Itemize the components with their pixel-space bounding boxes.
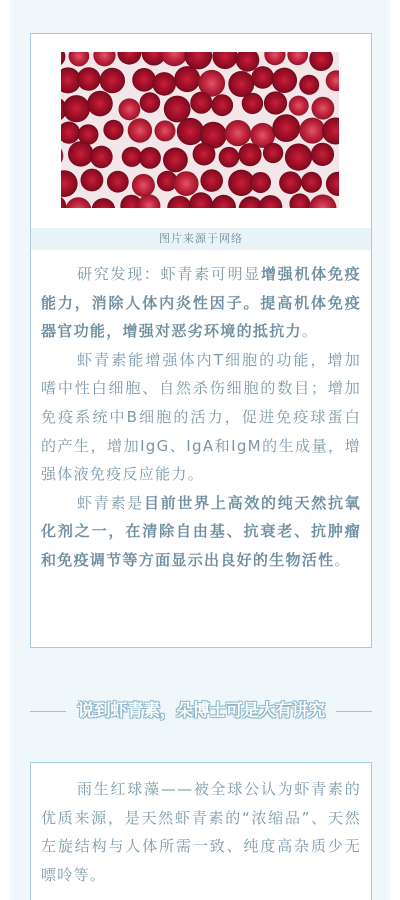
blood-cell-shape [140,92,161,113]
blood-cell-shape [238,143,261,166]
blood-cell-shape [219,147,240,168]
red-blood-cells-photo [61,52,339,208]
blood-cell-shape [65,197,91,208]
blood-cell-shape [285,144,312,171]
image-caption: 图片来源于网络 [31,228,371,250]
blood-cell-shape [119,98,141,120]
blood-cell-shape [272,68,297,93]
blood-cell-shape [152,72,176,96]
blood-cell-shape [174,171,199,196]
content-card [30,33,372,648]
blood-cell-shape [164,96,191,123]
blood-cell-shape [264,52,285,65]
blood-cell-shape [61,196,66,208]
blood-cell-shape [155,120,176,141]
blood-cell-shape [61,170,78,197]
paragraph-antioxidant [41,489,361,575]
blood-cell-shape [311,143,334,166]
blood-cell-shape [139,147,161,169]
blood-cell-shape [289,193,310,208]
blood-cell-shape [189,192,213,208]
paragraph-text: 研究发现：虾青素可明显 [77,265,262,283]
blood-cell-shape [289,96,309,116]
blood-cell-shape [87,91,113,117]
blood-cell-shape [326,172,339,196]
blood-cell-shape [264,91,287,114]
blood-cell-shape [242,93,263,114]
blood-cell-shape [251,66,274,89]
blood-cell-shape [200,169,223,192]
highlight-text: 目前世界上高效的纯天然抗氧化剂之一，在清除自由基、抗衰老、抗肿瘤和免疫调节等方面显示出良好的生物活性 [41,493,362,569]
article-body [41,260,361,575]
paragraph-immune-cells: 虾青素能增强体内T细胞的功能，增加嗜中性白细胞、自然杀伤细胞的数目；增加免疫系统中B细胞的活力，促进免疫球蛋白的产生，增加IgG、IgA和IgM的生成量，增强体液免疫反应能力。 [41,350,361,484]
blood-cell-shape [190,92,212,114]
paragraph-algae: 雨生红球藻——被全球公认为虾青素的优质来源，是天然虾青素的“浓缩品”、天然左旋结构与人体所需一致、纯度高杂质少无嘌呤等。 [41,780,361,884]
blood-cell-shape [90,146,113,169]
section-heading [30,698,372,724]
paragraph-text: 。 [334,550,351,569]
blood-cell-shape [77,67,101,91]
blood-cell-shape [299,118,325,144]
blood-cell-shape [250,172,271,193]
blood-cell-shape [263,143,283,163]
blood-cell-shape [61,144,63,168]
blood-cell-shape [69,52,90,66]
blood-cell-shape [92,198,116,208]
blood-cell-shape [287,52,308,65]
blood-cell-shape [128,118,152,142]
blood-cell-shape [117,52,141,65]
blood-cell-shape [193,143,216,166]
blood-cell-shape [322,118,339,145]
blood-cell-shape [259,195,283,208]
article-page [10,0,390,900]
section2-body [41,775,361,889]
blood-cell-shape [177,118,204,145]
blood-cell-shape [61,122,80,144]
blood-cell-shape [93,52,115,66]
paragraph-text: 虾青素是 [77,493,144,512]
heading-divider-right [336,711,372,712]
blood-cell-shape [174,66,200,92]
blood-cell-shape [81,169,104,192]
blood-cell-shape [132,174,155,197]
blood-cell-shape [107,171,129,193]
blood-cell-shape [211,94,233,116]
blood-cell-shape [279,171,302,194]
paragraph-research [41,260,361,346]
blood-cell-shape [212,52,237,69]
blood-cell-shape [161,52,189,66]
blood-cell-shape [103,120,123,140]
blood-cell-shape [163,148,188,173]
blood-cell-shape [68,141,93,166]
heading-divider-left [30,711,66,712]
blood-cell-shape [132,68,156,92]
content-card-2 [30,762,372,900]
blood-cell-shape [61,52,65,67]
blood-cell-shape [301,172,322,193]
blood-cell-shape [299,75,319,95]
blood-cell-shape [309,195,337,209]
highlight-text: 增强机体免疫能力，消除人体内炎性因子。提高机体免疫器官功能，增强对恶劣环境的抵抗力 [41,265,361,341]
section-heading-text: 说到虾青素，朵博士可是大有讲究 [77,701,325,721]
blood-cell-shape [211,195,236,208]
paragraph-text: 。 [301,322,319,341]
blood-cell-shape [312,97,335,120]
blood-cells-illustration [61,52,339,208]
blood-cell-shape [122,147,142,167]
blood-cell-shape [100,68,125,93]
blood-cell-shape [272,114,300,142]
blood-cell-shape [225,120,251,146]
blood-cell-shape [309,52,333,71]
blood-cell-shape [167,196,191,208]
blood-cell-shape [63,95,90,122]
blood-cell-shape [326,70,339,91]
